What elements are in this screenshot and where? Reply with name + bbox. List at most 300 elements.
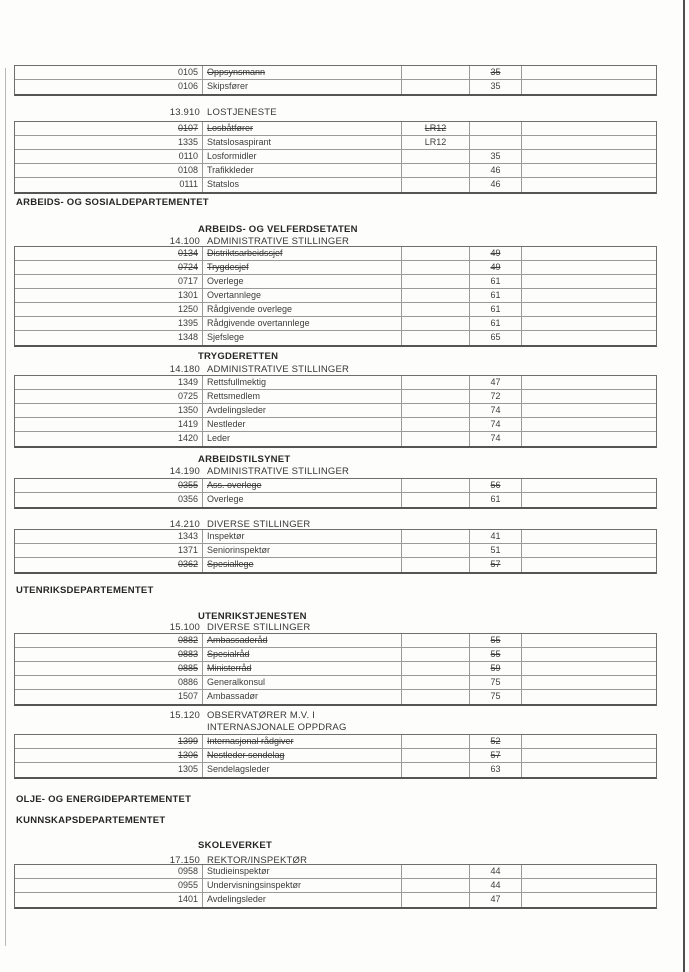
table-row — [15, 390, 656, 404]
notes-cell — [522, 261, 656, 274]
salary-grade — [470, 879, 522, 892]
position-code-text: 1401 — [177, 894, 198, 904]
group-title-column — [207, 622, 310, 634]
table-row — [15, 331, 656, 345]
position-code — [15, 530, 203, 543]
salary-grade-text: 65 — [490, 332, 501, 342]
position-title-text: Internasjonal rådgiver — [207, 736, 294, 746]
salary-grade-text: 41 — [490, 531, 501, 541]
positions-table — [14, 375, 657, 448]
positions-table — [14, 633, 657, 706]
position-code — [15, 247, 203, 260]
notes-cell — [522, 404, 656, 417]
position-code — [15, 676, 203, 689]
position-code — [15, 303, 203, 316]
lr-code — [402, 303, 470, 316]
lr-code — [402, 558, 470, 572]
position-code — [15, 275, 203, 288]
lr-code — [402, 289, 470, 302]
position-title-text: Ambassadør — [207, 691, 259, 701]
salary-grade-text: 61 — [490, 276, 501, 286]
salary-grade-text: 47 — [490, 894, 501, 904]
table-row — [15, 80, 656, 94]
group-number: 15.100 — [169, 622, 200, 633]
salary-grade — [470, 530, 522, 543]
salary-grade — [470, 432, 522, 446]
notes-cell — [522, 690, 656, 704]
lr-code — [402, 404, 470, 417]
lr-code — [402, 80, 470, 94]
notes-cell — [522, 735, 656, 748]
position-code — [15, 648, 203, 661]
position-title-text: Distriktsarbeidssjef — [207, 248, 283, 258]
salary-grade-text: 51 — [490, 545, 501, 555]
lr-code — [402, 66, 470, 79]
notes-cell — [522, 893, 656, 907]
table-row — [15, 879, 656, 893]
salary-grade-text: 57 — [490, 559, 501, 569]
salary-grade — [470, 164, 522, 177]
table-row — [15, 865, 656, 879]
salary-grade — [470, 662, 522, 675]
notes-cell — [522, 648, 656, 661]
position-code-text: 1305 — [177, 764, 198, 774]
group-number: 17.150 — [169, 855, 200, 866]
position-code — [15, 893, 203, 907]
position-code-text: 1399 — [177, 736, 198, 746]
lr-code — [402, 749, 470, 762]
lr-code — [402, 676, 470, 689]
group-title: DIVERSE STILLINGER — [207, 622, 311, 633]
notes-cell — [522, 247, 656, 260]
lr-code — [402, 261, 470, 274]
position-code-text: 1348 — [177, 332, 198, 342]
group-title-column — [207, 107, 277, 119]
position-title — [203, 303, 402, 316]
group-heading — [14, 622, 310, 634]
notes-cell — [522, 418, 656, 431]
position-code — [15, 331, 203, 345]
position-title — [203, 261, 402, 274]
group-title-column — [207, 710, 347, 733]
position-title-text: Oppsynsmann — [207, 67, 266, 77]
position-title — [203, 331, 402, 345]
position-title-text: Ambassaderåd — [207, 635, 268, 645]
department-heading: ARBEIDS- OG SOSIALDEPARTEMENTET — [16, 197, 209, 208]
position-title — [203, 376, 402, 389]
salary-grade-text: 74 — [490, 433, 501, 443]
table-row — [15, 493, 656, 507]
position-title-text: Leder — [207, 433, 231, 443]
group-number: 14.210 — [169, 519, 200, 530]
position-code-text: 1349 — [177, 377, 198, 387]
notes-cell — [522, 662, 656, 675]
position-code-text: 0955 — [177, 880, 198, 890]
table-row — [15, 530, 656, 544]
position-code — [15, 544, 203, 557]
position-code-text: 0356 — [177, 494, 198, 504]
position-code-text: 0725 — [177, 391, 198, 401]
table-row — [15, 376, 656, 390]
position-title — [203, 865, 402, 878]
salary-grade-text: 49 — [490, 248, 501, 258]
position-title — [203, 763, 402, 777]
position-title-text: Generalkonsul — [207, 677, 266, 687]
notes-cell — [522, 331, 656, 345]
position-code-text: 0724 — [177, 262, 198, 272]
salary-grade — [470, 558, 522, 572]
position-code-text: 0355 — [177, 480, 198, 490]
position-code — [15, 404, 203, 417]
lr-code — [402, 432, 470, 446]
table-row — [15, 66, 656, 80]
position-code — [15, 634, 203, 647]
salary-grade — [470, 289, 522, 302]
salary-grade — [470, 479, 522, 492]
position-title — [203, 164, 402, 177]
table-row — [15, 634, 656, 648]
position-code-text: 0111 — [179, 179, 198, 189]
lr-code — [402, 879, 470, 892]
position-code — [15, 178, 203, 192]
position-title — [203, 735, 402, 748]
position-code — [15, 150, 203, 163]
salary-grade — [470, 648, 522, 661]
position-title — [203, 122, 402, 135]
notes-cell — [522, 763, 656, 777]
position-code — [15, 865, 203, 878]
position-code — [15, 879, 203, 892]
positions-table — [14, 734, 657, 779]
salary-grade — [470, 247, 522, 260]
salary-grade-text: 75 — [490, 677, 501, 687]
position-title — [203, 404, 402, 417]
salary-grade-text: 49 — [490, 262, 501, 272]
position-code — [15, 317, 203, 330]
position-title-text: Rettsmedlem — [207, 391, 261, 401]
position-code-text: 0882 — [177, 635, 198, 645]
table-row — [15, 676, 656, 690]
lr-code — [402, 317, 470, 330]
position-code — [15, 390, 203, 403]
group-number: 15.120 — [169, 710, 200, 721]
position-code-text: 1371 — [177, 545, 198, 555]
salary-grade — [470, 80, 522, 94]
salary-grade — [470, 634, 522, 647]
position-title — [203, 558, 402, 572]
department-heading: OLJE- OG ENERGIDEPARTEMENTET — [16, 794, 192, 805]
salary-grade — [470, 735, 522, 748]
position-title-text: Studieinspektør — [207, 866, 270, 876]
group-title: ADMINISTRATIVE STILLINGER — [207, 466, 350, 477]
positions-table — [14, 121, 657, 194]
lr-code — [402, 122, 470, 135]
notes-cell — [522, 879, 656, 892]
lr-code — [402, 376, 470, 389]
position-code — [15, 418, 203, 431]
salary-grade — [470, 544, 522, 557]
salary-grade-text: 46 — [490, 179, 501, 189]
lr-code — [402, 418, 470, 431]
group-number: 14.180 — [169, 364, 200, 375]
lr-code — [402, 735, 470, 748]
table-row — [15, 763, 656, 777]
position-code-text: 1301 — [177, 290, 198, 300]
salary-grade — [470, 763, 522, 777]
table-row — [15, 136, 656, 150]
position-title-text: Statslos — [207, 179, 240, 189]
notes-cell — [522, 80, 656, 94]
position-title-text: Spesiallege — [207, 559, 254, 569]
position-code-text: 0107 — [177, 123, 198, 133]
table-row — [15, 261, 656, 275]
table-row — [15, 648, 656, 662]
position-title — [203, 530, 402, 543]
position-code — [15, 122, 203, 135]
position-code — [15, 376, 203, 389]
table-row — [15, 893, 656, 907]
lr-code — [402, 690, 470, 704]
position-title-text: Trygdesjef — [207, 262, 249, 272]
lr-code — [402, 648, 470, 661]
salary-grade — [470, 261, 522, 274]
position-code — [15, 558, 203, 572]
table-row — [15, 275, 656, 289]
position-title — [203, 893, 402, 907]
group-heading — [14, 466, 349, 478]
position-code — [15, 164, 203, 177]
salary-grade — [470, 150, 522, 163]
lr-code — [402, 530, 470, 543]
position-title — [203, 418, 402, 431]
position-title-text: Spesialråd — [207, 649, 250, 659]
lr-code — [402, 634, 470, 647]
table-row — [15, 247, 656, 261]
salary-grade — [470, 178, 522, 192]
position-title — [203, 317, 402, 330]
lr-code — [402, 247, 470, 260]
salary-grade-text: 44 — [490, 880, 501, 890]
position-code — [15, 66, 203, 79]
table-row — [15, 432, 656, 446]
lr-code — [402, 662, 470, 675]
group-title: DIVERSE STILLINGER — [207, 519, 311, 530]
position-title-text: Ministerråd — [207, 663, 252, 673]
position-code-text: 1350 — [177, 405, 198, 415]
table-row — [15, 735, 656, 749]
position-code — [15, 493, 203, 507]
group-heading — [14, 107, 277, 119]
lr-code — [402, 544, 470, 557]
salary-grade — [470, 865, 522, 878]
position-title — [203, 80, 402, 94]
positions-table — [14, 864, 657, 909]
position-title-text: Trafikkleder — [207, 165, 254, 175]
lr-code — [402, 865, 470, 878]
group-title-column — [207, 466, 349, 478]
lr-code — [402, 479, 470, 492]
salary-grade-text: 35 — [490, 81, 501, 91]
position-title — [203, 178, 402, 192]
position-code — [15, 662, 203, 675]
notes-cell — [522, 432, 656, 446]
position-title — [203, 648, 402, 661]
position-code — [15, 80, 203, 94]
position-code — [15, 261, 203, 274]
position-code — [15, 763, 203, 777]
position-code — [15, 432, 203, 446]
salary-grade — [470, 317, 522, 330]
salary-grade — [470, 136, 522, 149]
salary-grade — [470, 275, 522, 288]
notes-cell — [522, 558, 656, 572]
position-code — [15, 735, 203, 748]
lr-code — [402, 893, 470, 907]
position-title — [203, 479, 402, 492]
position-code-text: 0362 — [177, 559, 198, 569]
position-code — [15, 749, 203, 762]
position-code-text: 1420 — [177, 433, 198, 443]
salary-grade-text: 55 — [490, 649, 501, 659]
position-title — [203, 662, 402, 675]
notes-cell — [522, 544, 656, 557]
position-title — [203, 136, 402, 149]
table-row — [15, 317, 656, 331]
group-title-column — [207, 364, 349, 376]
position-title-text: Overlege — [207, 494, 244, 504]
position-title-text: Overlege — [207, 276, 244, 286]
position-title-text: Avdelingsleder — [207, 894, 266, 904]
position-title-text: Rådgivende overtannlege — [207, 318, 310, 328]
notes-cell — [522, 136, 656, 149]
group-title: OBSERVATØRER M.V. I — [207, 710, 315, 721]
position-code-text: 0717 — [177, 276, 198, 286]
position-title-text: Inspektør — [207, 531, 245, 541]
group-number: 13.910 — [169, 107, 200, 118]
agency-heading: UTENRIKSTJENESTEN — [198, 611, 307, 622]
position-title-text: Seniorinspektør — [207, 545, 271, 555]
group-heading — [14, 364, 349, 376]
position-title-text: Avdelingsleder — [207, 405, 266, 415]
page-left-border — [5, 68, 6, 946]
position-code-text: 1395 — [177, 318, 198, 328]
lr-code — [402, 331, 470, 345]
position-title — [203, 66, 402, 79]
notes-cell — [522, 66, 656, 79]
position-title — [203, 634, 402, 647]
position-code-text: 0106 — [177, 81, 198, 91]
position-title-text: Statslosaspirant — [207, 137, 272, 147]
salary-grade-text: 35 — [490, 67, 501, 77]
agency-heading: ARBEIDSTILSYNET — [198, 454, 291, 465]
lr-code — [402, 763, 470, 777]
position-code-text: 0110 — [178, 151, 198, 161]
salary-grade-text: 74 — [490, 405, 501, 415]
lr-code — [402, 493, 470, 507]
position-title-text: Undervisningsinspektør — [207, 880, 302, 890]
table-row — [15, 404, 656, 418]
salary-grade — [470, 690, 522, 704]
positions-table — [14, 529, 657, 574]
salary-grade-text: 75 — [490, 691, 501, 701]
notes-cell — [522, 634, 656, 647]
salary-grade-text: 35 — [490, 151, 501, 161]
notes-cell — [522, 178, 656, 192]
table-row — [15, 662, 656, 676]
salary-grade-text: 55 — [490, 635, 501, 645]
position-title-text: Rådgivende overlege — [207, 304, 293, 314]
salary-grade — [470, 418, 522, 431]
salary-grade-text: 63 — [490, 764, 501, 774]
position-code — [15, 289, 203, 302]
position-title-text: Overtannlege — [207, 290, 262, 300]
positions-table — [14, 478, 657, 509]
table-row — [15, 479, 656, 493]
notes-cell — [522, 493, 656, 507]
table-row — [15, 558, 656, 572]
position-title — [203, 150, 402, 163]
salary-grade-text: 44 — [490, 866, 501, 876]
position-code-text: 0108 — [177, 165, 198, 175]
position-title — [203, 390, 402, 403]
notes-cell — [522, 479, 656, 492]
position-title — [203, 493, 402, 507]
salary-grade-text: 52 — [490, 736, 501, 746]
lr-code-text: LR12 — [424, 123, 447, 133]
salary-grade — [470, 676, 522, 689]
notes-cell — [522, 676, 656, 689]
group-title-line2: INTERNASJONALE OPPDRAG — [207, 721, 347, 733]
notes-cell — [522, 390, 656, 403]
table-row — [15, 544, 656, 558]
salary-grade-text: 47 — [490, 377, 501, 387]
group-title: ADMINISTRATIVE STILLINGER — [207, 364, 350, 375]
position-code-text: 0958 — [177, 866, 198, 876]
salary-grade-text: 56 — [490, 480, 501, 490]
group-title: LOSTJENESTE — [207, 107, 277, 118]
table-row — [15, 289, 656, 303]
salary-grade — [470, 893, 522, 907]
position-title — [203, 544, 402, 557]
position-code-text: 0105 — [177, 67, 198, 77]
position-code — [15, 690, 203, 704]
position-code-text: 0134 — [177, 248, 198, 258]
lr-code — [402, 178, 470, 192]
agency-heading: SKOLEVERKET — [198, 840, 273, 851]
salary-grade — [470, 66, 522, 79]
lr-code — [402, 164, 470, 177]
notes-cell — [522, 289, 656, 302]
group-heading — [14, 710, 347, 733]
position-title — [203, 289, 402, 302]
salary-grade — [470, 376, 522, 389]
salary-grade-text: 57 — [490, 750, 501, 760]
position-code-text: 1343 — [177, 531, 198, 541]
notes-cell — [522, 275, 656, 288]
position-code-text: 0885 — [177, 663, 198, 673]
salary-grade-text: 46 — [490, 165, 501, 175]
position-title-text: Losbåtfører — [207, 123, 254, 133]
lr-code — [402, 150, 470, 163]
position-code — [15, 136, 203, 149]
agency-heading: TRYGDERETTEN — [198, 351, 279, 362]
salary-grade-text: 61 — [490, 318, 501, 328]
table-row — [15, 303, 656, 317]
position-title-text: Losformidler — [207, 151, 257, 161]
agency-heading: ARBEIDS- OG VELFERDSETATEN — [198, 224, 358, 235]
position-title-text: Nestleder sendelag — [207, 750, 285, 760]
positions-table — [14, 65, 657, 96]
